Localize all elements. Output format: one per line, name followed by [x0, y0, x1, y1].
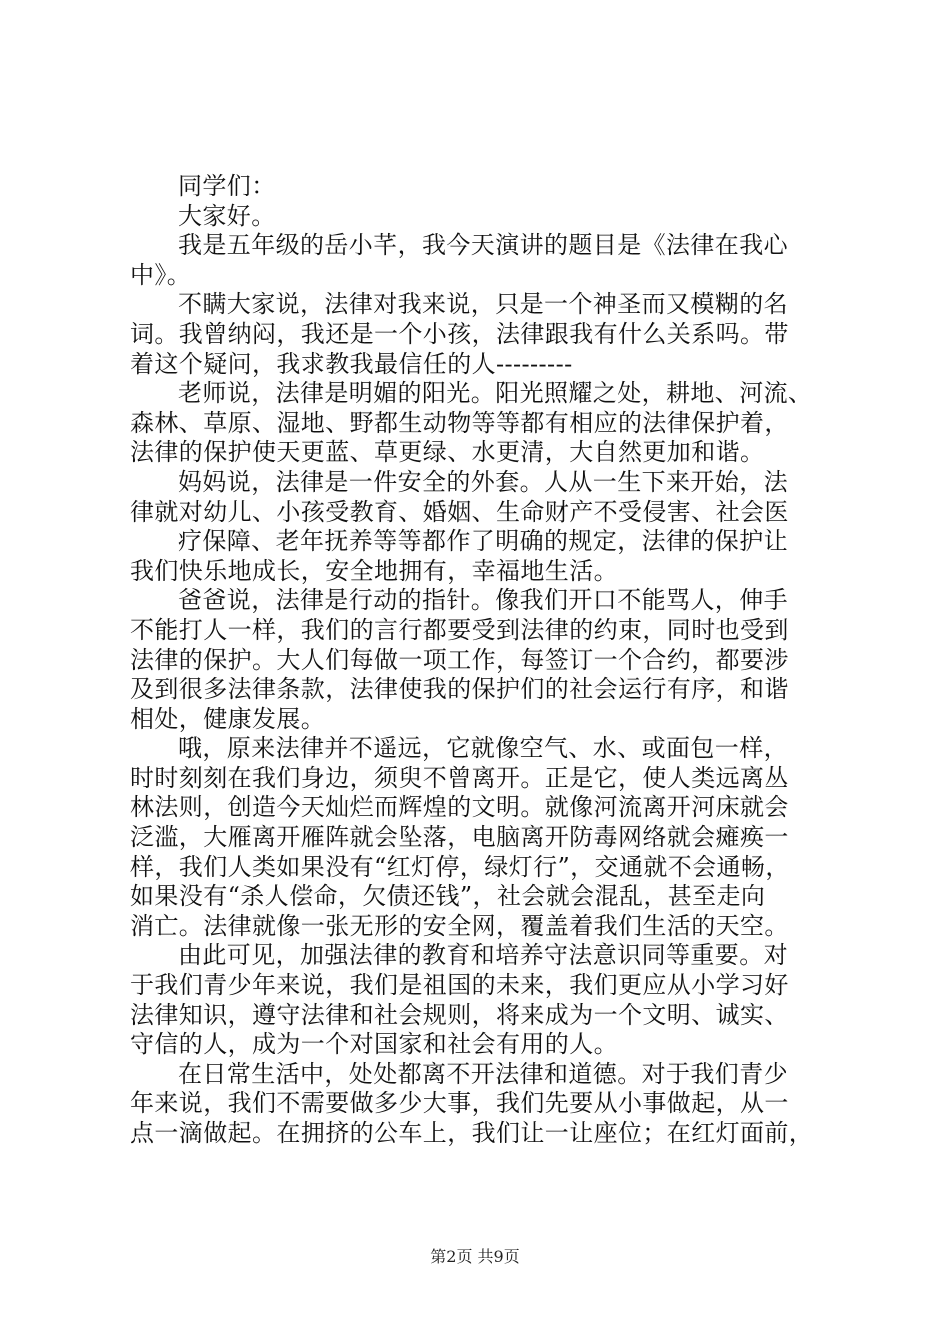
text-line: 律就对幼儿、小孩受教育、婚姻、生命财产不受侵害、社会医	[130, 497, 789, 526]
text-line: 年来说，我们不需要做多少大事，我们先要从小事做起，从一	[130, 1089, 789, 1118]
text-line: 我们快乐地成长，安全地拥有，幸福地生活。	[130, 556, 618, 585]
text-line: 法律知识，遵守法律和社会规则，将来成为一个文明、诚实、	[130, 1000, 789, 1029]
text-line: 妈妈说，法律是一件安全的外套。人从一生下来开始，法	[178, 467, 788, 496]
text-line: 于我们青少年来说，我们是祖国的未来，我们更应从小学习好	[130, 971, 789, 1000]
page-footer: 第2页 共9页	[430, 1247, 520, 1266]
text-line: 不能打人一样，我们的言行都要受到法律的约束，同时也受到	[130, 615, 789, 644]
text-line: 法律的保护。大人们每做一项工作，每签订一个合约，都要涉	[130, 645, 789, 674]
text-line: 泛滥，大雁离开雁阵就会坠落，电脑离开防毒网络就会瘫痪一	[130, 823, 789, 852]
text-line: 疗保障、老年抚养等等都作了明确的规定，法律的保护让	[178, 527, 788, 556]
text-line: 森林、草原、湿地、野都生动物等等都有相应的法律保护着，	[130, 408, 789, 437]
text-line: 在日常生活中，处处都离不开法律和道德。对于我们青少	[178, 1059, 788, 1088]
text-line: 我是五年级的岳小芊，我今天演讲的题目是《法律在我心	[178, 231, 788, 260]
text-line: 样，我们人类如果没有“红灯停，绿灯行”，交通就不会通畅，	[130, 852, 790, 881]
text-line: 及到很多法律条款，法律使我的保护们的社会运行有序，和谐	[130, 675, 789, 704]
text-line: 守信的人，成为一个对国家和社会有用的人。	[130, 1030, 618, 1059]
text-line: 不瞒大家说，法律对我来说，只是一个神圣而又模糊的名	[178, 290, 788, 319]
text-line: 同学们：	[178, 172, 276, 200]
text-line: 林法则，创造今天灿烂而辉煌的文明。就像河流离开河床就会	[130, 793, 789, 822]
text-line: 词。我曾纳闷，我还是一个小孩，法律跟我有什么关系吗。带	[130, 319, 789, 348]
text-line: 如果没有“杀人偿命，欠债还钱”，社会就会混乱，甚至走向	[130, 882, 766, 911]
text-line: 时时刻刻在我们身边，须臾不曾离开。正是它，使人类远离丛	[130, 763, 789, 792]
text-line: 中》。	[130, 260, 192, 289]
text-line: 老师说，法律是明媚的阳光。阳光照耀之处，耕地、河流、	[178, 379, 813, 408]
text-line: 法律的保护使天更蓝、草更绿、水更清，大自然更加和谐。	[130, 438, 765, 467]
text-line: 由此可见，加强法律的教育和培养守法意识同等重要。对	[178, 941, 788, 970]
text-line: 哦，原来法律并不遥远，它就像空气、水、或面包一样，	[178, 734, 788, 763]
text-line: 着这个疑问，我求教我最信任的人---------	[130, 349, 573, 378]
text-line: 爸爸说，法律是行动的指针。像我们开口不能骂人，伸手	[178, 586, 788, 615]
document-body	[130, 172, 830, 1149]
text-line: 大家好。	[178, 201, 276, 230]
text-line: 相处，健康发展。	[130, 704, 326, 733]
text-line: 点一滴做起。在拥挤的公车上，我们让一让座位；在红灯面前，	[130, 1119, 814, 1147]
text-line: 消亡。法律就像一张无形的安全网，覆盖着我们生活的天空。	[130, 911, 789, 940]
